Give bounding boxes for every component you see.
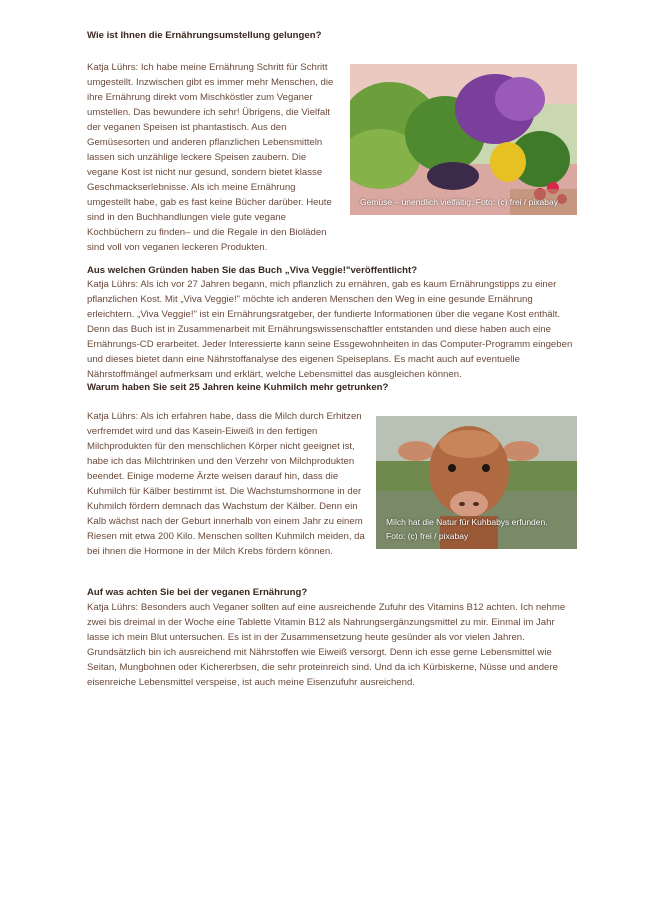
answer-paragraph: Katja Lührs: Ich habe meine Ernährung Schritt für Schritt umgestellt. Inzwischen gibt es immer mehr Menschen, die ihre Ernährung direkt vom Mischköstler zum Veganer umstellen. Das bewundere ich sehr! Übrigens, die Vielfalt der veganen Speisen ist phantastisch. Aus den Gemüsesorten und anderen pflanzlichen Lebensmitteln lassen sich unzählige leckere Speisen zaubern. Die vegane Kost ist nicht nur gesund, sondern bietet klasse Geschmackserlebnisse. Als ich meine Ernährung umgestellt habe, gab es fast keine Bücher darüber. Heute sind in den Buchhandlungen viele gute vegane Kochbüchern zu finden– und die Regale in den Bioläden sind voll von veganen leckeren Produkten. xyxy=(87,62,334,253)
question-heading: Warum haben Sie seit 25 Jahren keine Kuhmilch mehr getrunken? xyxy=(87,382,389,393)
answer-paragraph: Katja Lührs: Als ich vor 27 Jahren begann, mich pflanzlich zu ernähren, gab es kaum Ernährungstipps zu einer pflanzlichen Kost. Mit „Viva Veggie!" möchte ich anderen Menschen den Weg in eine gesunde Ernährung erleichtern. „Viva Veggie!" ist ein Ernährungsratgeber, der fundierte Informationen über die vegane Kost enthält. Denn das Buch ist in Zusammenarbeit mit Ernährungswissenschaftler entstanden und diese haben auch eine Ernährungs-CD erarbeitet. Jeder Interessierte kann seine Essgewohnheiten in das Computer-Programm eingeben und dieses bietet dann eine Nährstoffanalyse des eigenen Speiseplans. Es macht auch auf eventuelle Nährstoffmängel aufmerksam und erklärt, welche Lebensmittel das ausgleichen können. xyxy=(87,279,573,380)
vegetables-photo xyxy=(350,64,577,215)
vegetables-image xyxy=(350,64,577,215)
image-caption: Milch hat die Natur für Kuhbabys erfunden. Foto: (c) frei / pixabay xyxy=(386,517,548,541)
answer-paragraph: Katja Lührs: Als ich erfahren habe, dass die Milch durch Erhitzen verfremdet wird und das Kasein-Eiweiß in den fertigen Milchprodukten für den menschlichen Körper nicht geeignet ist, habe ich das Milchtrinken und den Verzehr von Milchprodukten beendet. Einige moderne Ärzte weisen darauf hin, dass die Kuhmilch für Kälber bestimmt ist. Die Wachstumshormone in der Kuhmilch fördern demnach das Wachstum der Kälber. Denn ein Kalb wächst nach der Geburt innerhalb von einem Jahr zu einem Riesen mit etwa 200 Kilo. Menschen sollten Kuhmilch meiden, da bei ihnen die Hormone in der Milch Krebs fördern können. xyxy=(87,411,365,557)
question-heading: Auf was achten Sie bei der veganen Ernährung? xyxy=(87,587,308,598)
calf-photo xyxy=(376,416,577,549)
image-caption: Gemüse – unendlich vielfältig. Foto: (c) frei / pixabay xyxy=(360,197,558,207)
question-heading: Aus welchen Gründen haben Sie das Buch „Viva Veggie!"veröffentlicht? xyxy=(87,265,418,276)
question-heading: Wie ist Ihnen die Ernährungsumstellung gelungen? xyxy=(87,30,322,41)
answer-paragraph: Katja Lührs: Besonders auch Veganer sollten auf eine ausreichende Zufuhr des Vitamins B12 achten. Ich nehme zwei bis dreimal in der Woche eine Tablette Vitamin B12 als Nahrungsergänzungsmittel zu mir. Einmal im Jahr lasse ich mein Blut untersuchen. Es ist in der Zusammensetzung heute gesünder als vor vielen Jahren. Grundsätzlich bin ich ausreichend mit Nährstoffen wie Eiweiß versorgt. Denn ich esse gerne Lebensmittel wie Seitan, Mungbohnen oder Kichererbsen, die sehr proteinreich sind. Und da ich Kürbiskerne, Nüsse und andere eisenreiche Lebensmittel verspeise, ist auch meine Eisenzufuhr ausreichend. xyxy=(87,602,566,688)
